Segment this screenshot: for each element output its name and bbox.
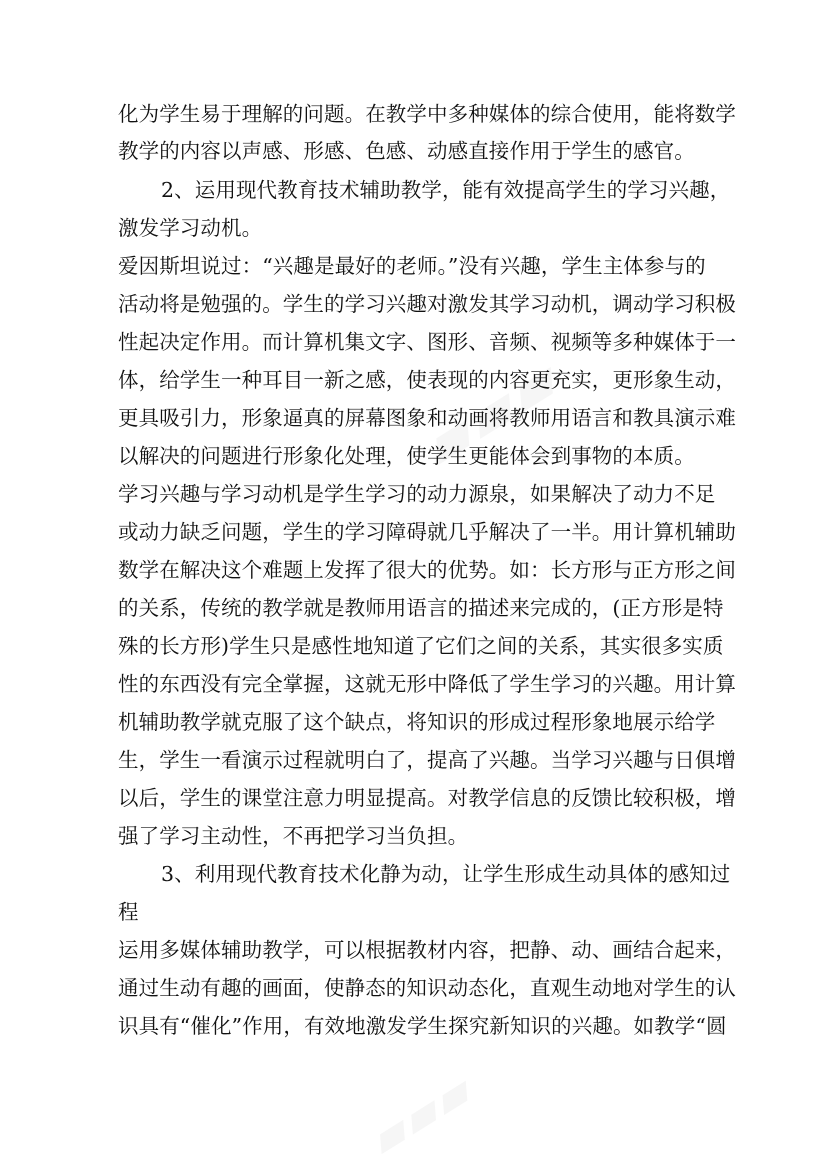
text-line: 或动力缺乏问题，学生的学习障碍就几乎解决了一半。用计算机辅助 <box>118 520 736 544</box>
text-line: 运用多媒体辅助教学，可以根据教材内容，把静、动、画结合起来， <box>118 938 736 962</box>
text-line: 爱因斯坦说过：“兴趣是最好的老师。”没有兴趣，学生主体参与的 <box>118 254 706 278</box>
text-line: 更具吸引力，形象逼真的屏幕图象和动画将教师用语言和教具演示难 <box>118 406 736 430</box>
text-line: 活动将是勉强的。学生的学习兴趣对激发其学习动机，调动学习积极 <box>118 292 736 316</box>
text-line: 以后，学生的课堂注意力明显提高。对教学信息的反馈比较积极，增 <box>118 786 736 810</box>
section-heading-3-cont: 程 <box>118 900 139 924</box>
section-heading-2-cont: 激发学习动机。 <box>118 216 263 240</box>
text-line: 性的东西没有完全掌握，这就无形中降低了学生学习的兴趣。用计算 <box>118 672 736 696</box>
section-heading-2: 2、运用现代教育技术辅助教学，能有效提高学生的学习兴趣， <box>161 178 731 202</box>
text-line: 强了学习主动性，不再把学习当负担。 <box>118 824 469 848</box>
text-line: 以解决的问题进行形象化处理，使学生更能体会到事物的本质。 <box>118 444 695 468</box>
text-line: 化为学生易于理解的问题。在教学中多种媒体的综合使用，能将数学 <box>118 102 736 126</box>
text-line: 数学在解决这个难题上发挥了很大的优势。如：长方形与正方形之间 <box>118 558 736 582</box>
text-line: 识具有“催化”作用，有效地激发学生探究新知识的兴趣。如教学“圆 <box>118 1014 727 1038</box>
text-line: 通过生动有趣的画面，使静态的知识动态化，直观生动地对学生的认 <box>118 976 736 1000</box>
text-line: 学习兴趣与学习动机是学生学习的动力源泉，如果解决了动力不足 <box>118 482 716 506</box>
watermark-mark <box>360 1061 484 1167</box>
text-line: 的关系，传统的教学就是教师用语言的描述来完成的，(正方形是特 <box>118 596 724 620</box>
text-line: 教学的内容以声感、形感、色感、动感直接作用于学生的感官。 <box>118 139 695 163</box>
text-line: 性起决定作用。而计算机集文字、图形、音频、视频等多种媒体于一 <box>118 330 736 354</box>
text-line: 体，给学生一种耳目一新之感，使表现的内容更充实，更形象生动， <box>118 368 736 392</box>
section-heading-3: 3、利用现代教育技术化静为动，让学生形成生动具体的感知过 <box>161 862 731 886</box>
text-line: 机辅助教学就克服了这个缺点，将知识的形成过程形象地展示给学 <box>118 710 716 734</box>
text-line: 生，学生一看演示过程就明白了，提高了兴趣。当学习兴趣与日俱增 <box>118 748 736 772</box>
text-line: 殊的长方形)学生只是感性地知道了它们之间的关系，其实很多实质 <box>118 634 724 658</box>
